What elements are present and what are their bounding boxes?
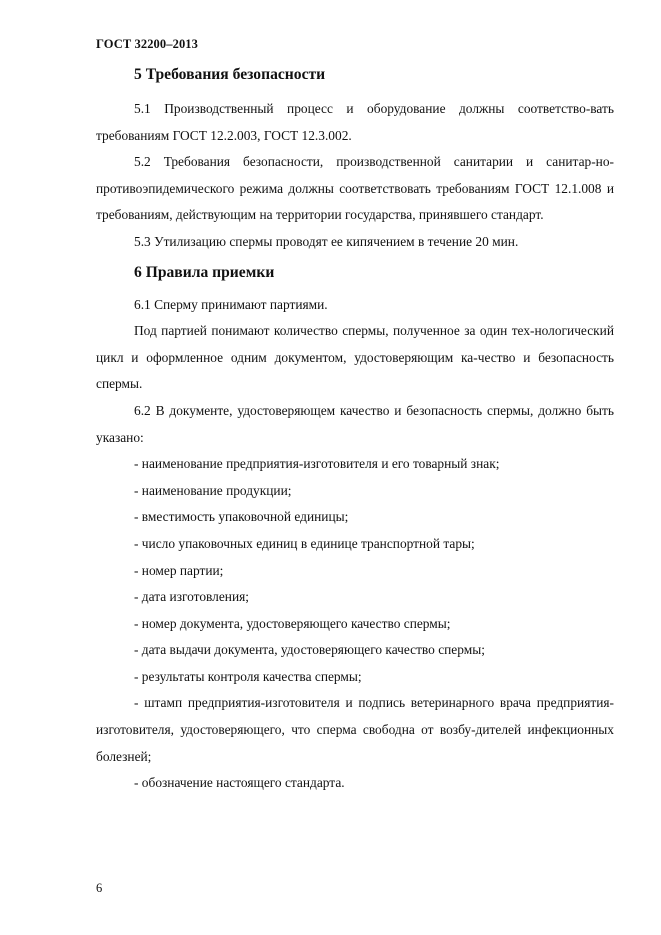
paragraph-5-1: 5.1 Производственный процесс и оборудование должны соответство-вать требованиям ГОСТ 12.2.003, ГОСТ 12.3.002. <box>96 101 614 143</box>
paragraph-lot-definition: Под партией понимают количество спермы, полученное за один тех-нологический цикл и оформленное одним документом, удостоверяющим ка-чество и безопасность спермы. <box>96 323 614 392</box>
paragraph-5-3: 5.3 Утилизацию спермы проводят ее кипячением в течение 20 мин. <box>134 233 519 249</box>
list-item: - штамп предприятия-изготовителя и подпись ветеринарного врача предприятия-изготовителя, удостоверяющего, что сперма свободна от возбу-дителей инфекционных болезней; <box>96 695 614 764</box>
paragraph-6-2: 6.2 В документе, удостоверяющем качество и безопасность спермы, должно быть указано: <box>96 402 614 445</box>
page-content <box>96 62 614 797</box>
list-item: - дата выдачи документа, удостоверяющего качество спермы; <box>134 642 485 658</box>
list-item: - наименование продукции; <box>134 482 292 498</box>
section-6-heading: 6 Правила приемки <box>134 263 275 281</box>
paragraph-6-1: 6.1 Сперму принимают партиями. <box>134 296 328 312</box>
page-number: 6 <box>96 881 103 895</box>
list-item: - наименование предприятия-изготовителя и его товарный знак; <box>134 456 500 472</box>
section-5-heading: 5 Требования безопасности <box>134 66 326 83</box>
list-item: - дата изготовления; <box>134 589 250 605</box>
list-item: - вместимость упаковочной единицы; <box>134 509 349 525</box>
list-item: - номер документа, удостоверяющего качество спермы; <box>134 615 451 631</box>
list-item: - результаты контроля качества спермы; <box>134 668 362 684</box>
required-info-list <box>96 451 614 797</box>
document-code-header: ГОСТ 32200–2013 <box>96 37 199 51</box>
list-item: - номер партии; <box>134 562 224 578</box>
paragraph-5-2: 5.2 Требования безопасности, производственной санитарии и санитар-но-противоэпидемического режима должны соответствовать требованиям ГОСТ 12.1.008 и требованиям, действующим на территории государства, принявшего стандарт. <box>96 154 614 223</box>
list-item: - число упаковочных единиц в единице транспортной тары; <box>134 535 475 551</box>
list-item: - обозначение настоящего стандарта. <box>134 775 345 791</box>
